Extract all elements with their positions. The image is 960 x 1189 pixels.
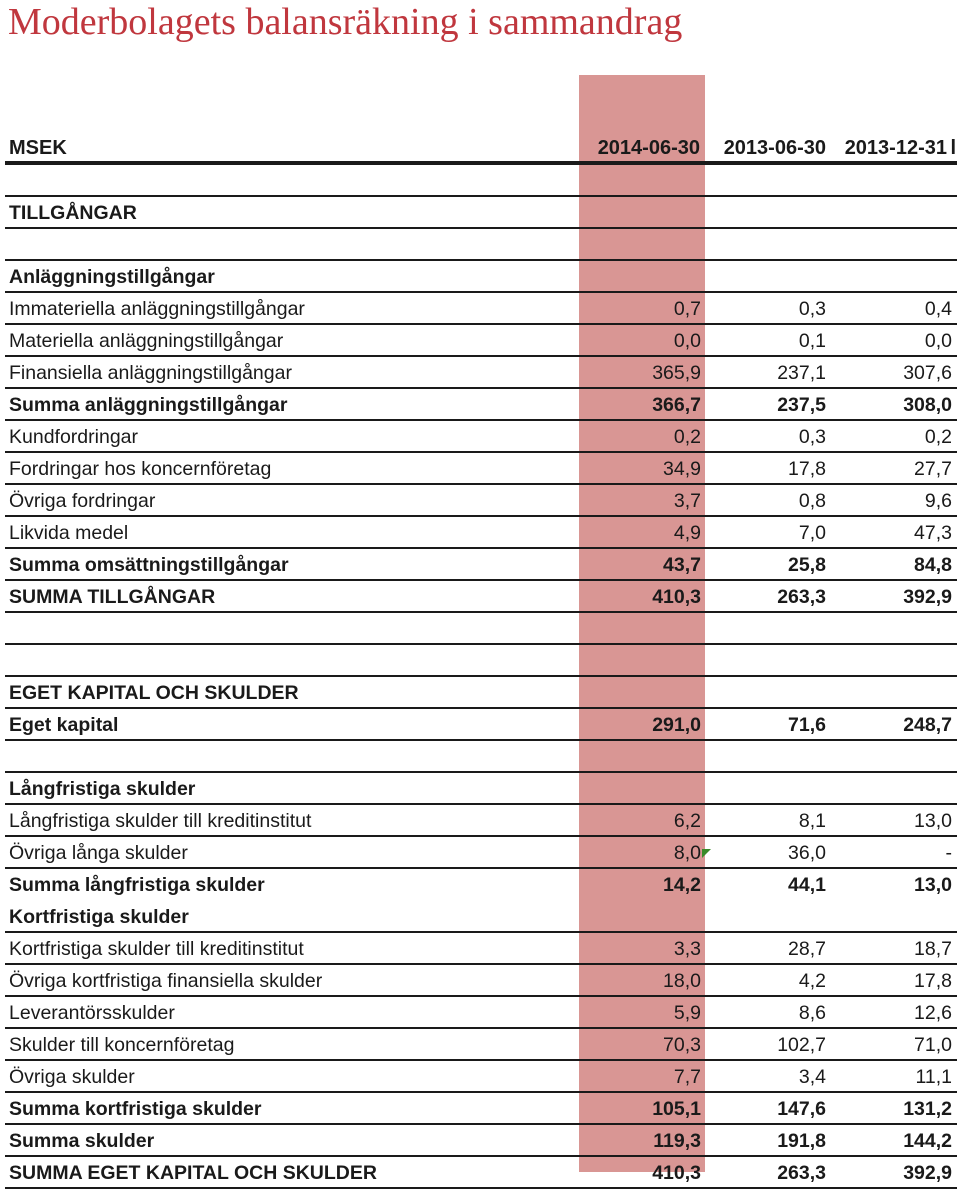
value-2014-06-30: 5,9 [673, 1002, 701, 1024]
table-row [5, 965, 957, 997]
value-2013-06-30: 44,1 [788, 874, 826, 896]
header-unit: MSEK [9, 137, 67, 159]
value-2013-12-31: 27,7 [914, 458, 952, 480]
value-2014-06-30: 291,0 [652, 714, 701, 736]
row-label: Skulder till koncernföretag [9, 1034, 235, 1056]
value-2013-12-31: 248,7 [903, 714, 952, 736]
value-2014-06-30: 105,1 [652, 1098, 701, 1120]
value-2013-12-31: - [945, 842, 952, 864]
table-row [5, 1061, 957, 1093]
value-2013-12-31: 9,6 [924, 490, 952, 512]
table-row [5, 773, 957, 805]
value-2013-12-31: 13,0 [914, 810, 952, 832]
row-label: Materiella anläggningstillgångar [9, 330, 284, 352]
row-label: Finansiella anläggningstillgångar [9, 362, 292, 384]
table-row [5, 229, 957, 261]
table-row [5, 485, 957, 517]
row-label: SUMMA TILLGÅNGAR [9, 586, 216, 608]
header-col-cut: l [950, 137, 956, 159]
value-2013-06-30: 8,1 [798, 810, 826, 832]
value-2014-06-30: 6,2 [673, 810, 701, 832]
header-col-2014-06-30: 2014-06-30 [597, 137, 700, 159]
table-row [5, 869, 957, 901]
row-label: Långfristiga skulder [9, 778, 196, 800]
value-2013-12-31: 11,1 [915, 1066, 952, 1088]
value-2014-06-30: 70,3 [663, 1034, 701, 1056]
table-body [5, 165, 957, 1189]
value-2013-06-30: 8,6 [798, 1002, 826, 1024]
value-2014-06-30: 43,7 [663, 554, 701, 576]
row-label: TILLGÅNGAR [9, 202, 137, 224]
value-2013-12-31: 307,6 [903, 362, 952, 384]
table-row [5, 581, 957, 613]
table-row [5, 261, 957, 293]
value-2013-06-30: 17,8 [788, 458, 826, 480]
value-2013-06-30: 147,6 [777, 1098, 826, 1120]
comment-marker-icon [702, 849, 711, 858]
table-row [5, 389, 957, 421]
table-row [5, 453, 957, 485]
value-2013-06-30: 25,8 [788, 554, 826, 576]
header-col-2013-06-30: 2013-06-30 [723, 137, 826, 159]
row-label: Fordringar hos koncernföretag [9, 458, 272, 480]
value-2013-12-31: 0,2 [924, 426, 952, 448]
value-2013-12-31: 0,4 [924, 298, 952, 320]
value-2013-12-31: 12,6 [914, 1002, 952, 1024]
table-row [5, 1157, 957, 1189]
table-row [5, 741, 957, 773]
value-2013-06-30: 237,5 [777, 394, 826, 416]
value-2013-06-30: 0,3 [798, 298, 826, 320]
value-2014-06-30: 365,9 [652, 362, 701, 384]
row-label: Summa anläggningstillgångar [9, 394, 288, 416]
table-row [5, 997, 957, 1029]
row-label: Immateriella anläggningstillgångar [9, 298, 305, 320]
value-2013-06-30: 0,3 [798, 426, 826, 448]
value-2014-06-30: 14,2 [663, 874, 701, 896]
row-label: Eget kapital [9, 714, 119, 736]
row-label: Kundfordringar [9, 426, 138, 448]
table-row [5, 677, 957, 709]
row-label: Långfristiga skulder till kreditinstitut [9, 810, 312, 832]
value-2014-06-30: 34,9 [663, 458, 701, 480]
table-row [5, 709, 957, 741]
value-2013-12-31: 84,8 [914, 554, 952, 576]
value-2014-06-30: 3,3 [673, 938, 701, 960]
value-2013-06-30: 4,2 [798, 970, 826, 992]
balance-sheet-table [5, 131, 957, 1189]
table-row [5, 933, 957, 965]
value-2014-06-30: 4,9 [673, 522, 701, 544]
value-2013-12-31: 392,9 [903, 1162, 952, 1184]
table-row [5, 1029, 957, 1061]
value-2013-12-31: 71,0 [914, 1034, 952, 1056]
value-2013-06-30: 28,7 [788, 938, 826, 960]
value-2014-06-30: 0,0 [673, 330, 701, 352]
row-label: Kortfristiga skulder [9, 906, 189, 928]
table-row [5, 517, 957, 549]
table-row [5, 549, 957, 581]
row-label: Likvida medel [9, 522, 129, 544]
value-2013-06-30: 71,6 [788, 714, 826, 736]
row-label: Övriga långa skulder [9, 842, 188, 864]
value-2014-06-30: 18,0 [663, 970, 701, 992]
header-col-2013-12-31: 2013-12-31 [844, 137, 947, 159]
table-row [5, 645, 957, 677]
row-label: SUMMA EGET KAPITAL OCH SKULDER [9, 1162, 377, 1184]
row-label: Övriga kortfristiga finansiella skulder [9, 970, 323, 992]
row-label: Summa kortfristiga skulder [9, 1098, 262, 1120]
value-2013-12-31: 131,2 [903, 1098, 952, 1120]
table-header [5, 131, 957, 165]
value-2014-06-30: 0,2 [673, 426, 701, 448]
value-2013-12-31: 392,9 [903, 586, 952, 608]
value-2013-06-30: 0,8 [798, 490, 826, 512]
value-2014-06-30: 366,7 [652, 394, 701, 416]
value-2013-12-31: 47,3 [914, 522, 952, 544]
value-2013-12-31: 0,0 [924, 330, 952, 352]
row-label: Summa långfristiga skulder [9, 874, 265, 896]
value-2013-12-31: 18,7 [914, 938, 952, 960]
value-2013-06-30: 36,0 [788, 842, 826, 864]
table-row [5, 293, 957, 325]
value-2013-06-30: 263,3 [777, 1162, 826, 1184]
table-row [5, 357, 957, 389]
table-row [5, 1125, 957, 1157]
row-label: Kortfristiga skulder till kreditinstitut [9, 938, 304, 960]
value-2013-06-30: 0,1 [798, 330, 826, 352]
value-2013-06-30: 237,1 [777, 362, 826, 384]
value-2013-06-30: 3,4 [798, 1066, 826, 1088]
value-2013-12-31: 308,0 [903, 394, 952, 416]
value-2013-06-30: 102,7 [777, 1034, 826, 1056]
table-row [5, 901, 957, 933]
row-label: Övriga skulder [9, 1066, 135, 1088]
row-label: Summa omsättningstillgångar [9, 554, 289, 576]
value-2014-06-30: 3,7 [673, 490, 701, 512]
row-label: Övriga fordringar [9, 490, 156, 512]
table-row [5, 805, 957, 837]
value-2014-06-30: 119,3 [653, 1130, 701, 1152]
value-2014-06-30: 7,7 [673, 1066, 701, 1088]
page-title: Moderbolagets balansräkning i sammandrag [8, 1, 683, 43]
row-label: Leverantörsskulder [9, 1002, 175, 1024]
row-label: Anläggningstillgångar [9, 266, 215, 288]
value-2013-06-30: 7,0 [798, 522, 826, 544]
table-row [5, 837, 957, 869]
table-row [5, 165, 957, 197]
value-2013-06-30: 191,8 [777, 1130, 826, 1152]
value-2014-06-30: 0,7 [673, 298, 701, 320]
value-2013-06-30: 263,3 [777, 586, 826, 608]
row-label: EGET KAPITAL OCH SKULDER [9, 682, 299, 704]
table-row [5, 197, 957, 229]
table-row [5, 1093, 957, 1125]
table-row [5, 613, 957, 645]
value-2013-12-31: 17,8 [914, 970, 952, 992]
row-label: Summa skulder [9, 1130, 155, 1152]
value-2013-12-31: 144,2 [903, 1130, 952, 1152]
table-row [5, 325, 957, 357]
value-2014-06-30: 410,3 [652, 1162, 701, 1184]
value-2014-06-30: 8,0 [673, 842, 701, 864]
value-2013-12-31: 13,0 [914, 874, 952, 896]
value-2014-06-30: 410,3 [652, 586, 701, 608]
table-row [5, 421, 957, 453]
